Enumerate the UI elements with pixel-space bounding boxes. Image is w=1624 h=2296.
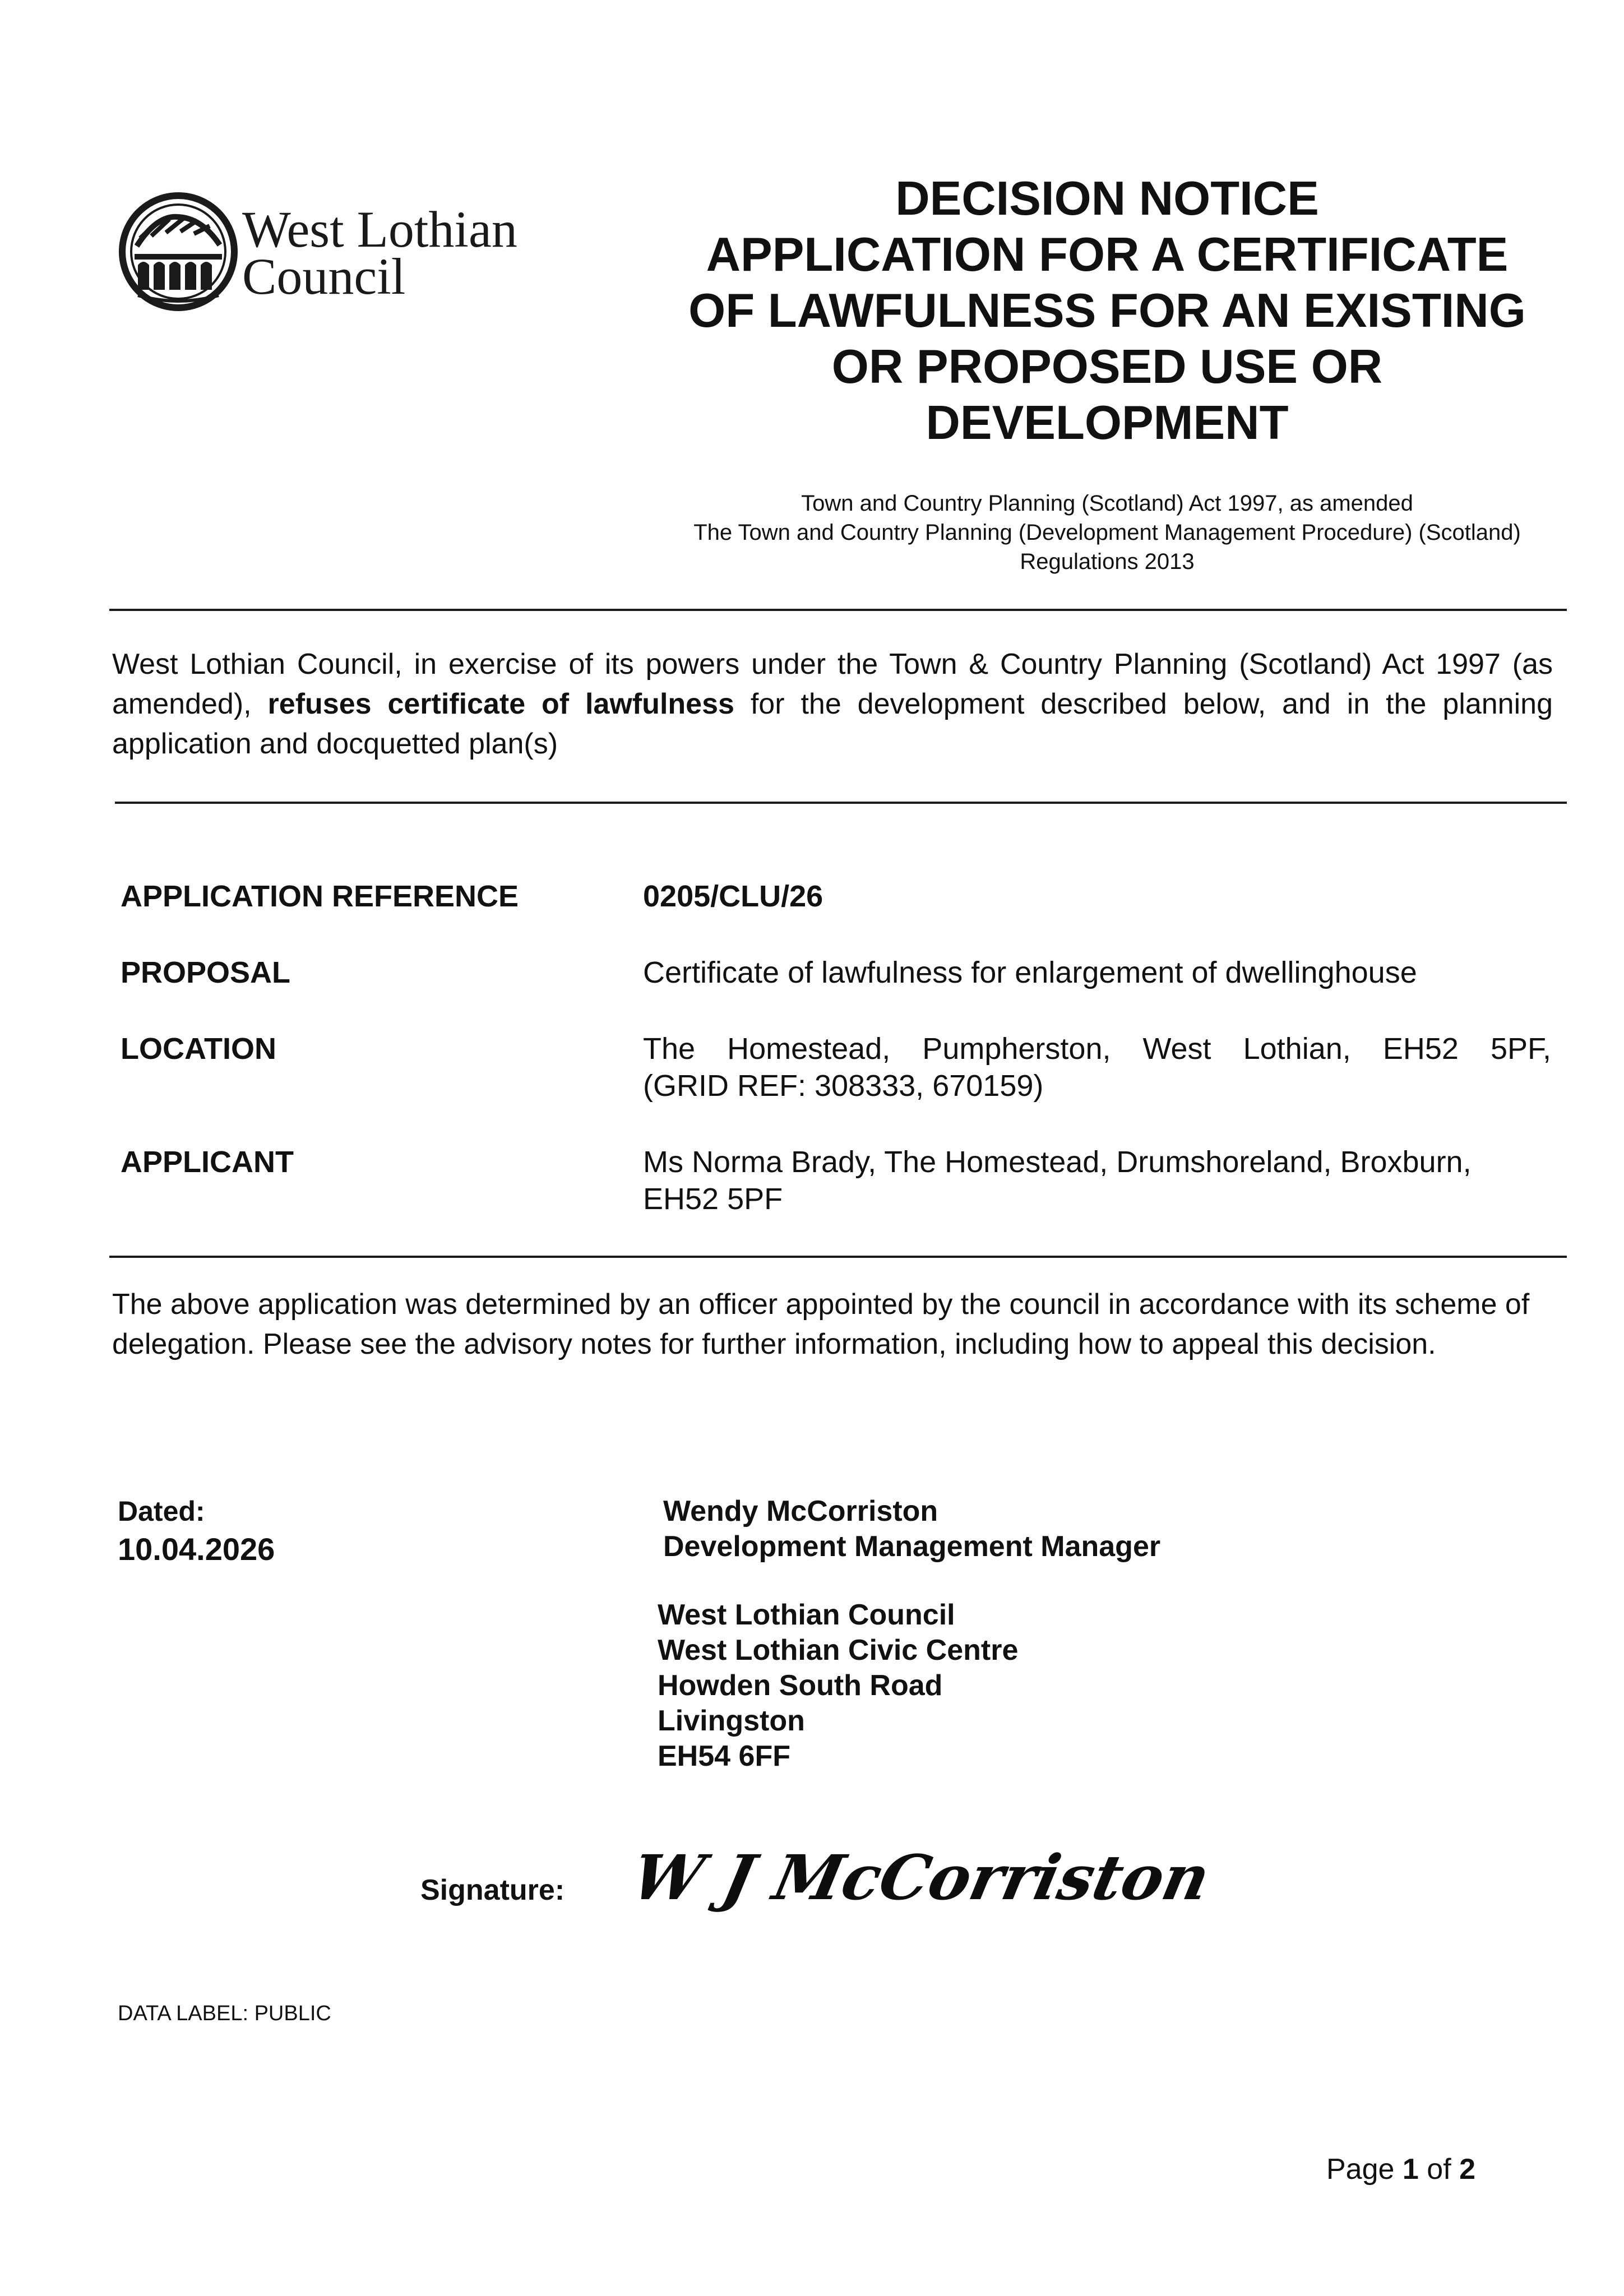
decision-statement-text: West Lothian Council, in exercise of its powers under the Town & Country Planning (Scotland) Act 1997 (as amended),	[112, 648, 1553, 720]
council-logo	[118, 188, 566, 317]
address-line: West Lothian Civic Centre	[658, 1634, 1019, 1667]
decision-statement	[112, 645, 1553, 764]
divider	[109, 609, 1567, 611]
page-number	[1326, 2151, 1475, 2187]
applicant-line: EH52 5PF	[643, 1182, 783, 1216]
location-line: The Homestead, Pumpherston, West Lothian, EH52 5PF,	[643, 1032, 1551, 1066]
legislation-line: Town and Country Planning (Scotland) Act 1997, as amended	[801, 491, 1413, 516]
address-line: Livingston	[658, 1705, 805, 1737]
page-prefix: Page	[1326, 2153, 1395, 2186]
dated-value: 10.04.2026	[118, 1531, 275, 1567]
applicant-label: APPLICANT	[121, 1145, 294, 1179]
reference-value: 0205/CLU/26	[643, 879, 823, 913]
page-current: 1	[1402, 2153, 1419, 2186]
west-lothian-council-crest-icon	[118, 191, 239, 312]
reference-label: APPLICATION REFERENCE	[121, 879, 519, 913]
officer-title: Development Management Manager	[663, 1530, 1161, 1563]
title-line: OF LAWFULNESS FOR AN EXISTING	[688, 284, 1526, 337]
title-line: APPLICATION FOR A CERTIFICATE	[706, 228, 1509, 281]
decision-outcome: refuses certificate of lawfulness	[267, 688, 734, 720]
applicant-line: Ms Norma Brady, The Homestead, Drumshoreland, Broxburn,	[643, 1145, 1472, 1179]
legislation-line: Regulations 2013	[1020, 549, 1195, 574]
location-value	[643, 1030, 1551, 1104]
dated-label: Dated:	[118, 1496, 205, 1527]
address-line: Howden South Road	[658, 1669, 943, 1702]
handwritten-signature: W J McCorriston	[626, 1841, 1216, 1914]
document-title	[633, 171, 1581, 451]
determination-note: The above application was determined by an officer appointed by the council in accordance with its scheme of delegation. Please see the advisory notes for further information, including how to appeal this decision.	[112, 1288, 1530, 1360]
proposal-value: Certificate of lawfulness for enlargement of dwellinghouse	[643, 956, 1417, 989]
officer-name: Wendy McCorriston	[663, 1495, 938, 1527]
title-line: DEVELOPMENT	[926, 396, 1289, 450]
address-line: EH54 6FF	[658, 1740, 790, 1772]
signature-label: Signature:	[420, 1874, 565, 1906]
decision-statement-text: for the development described below, and in the planning application and docquetted plan(s)	[112, 688, 1553, 760]
divider	[115, 802, 1567, 804]
proposal-label: PROPOSAL	[121, 956, 291, 989]
council-address	[658, 1598, 1018, 1774]
title-line: DECISION NOTICE	[895, 172, 1319, 225]
legislation-line: The Town and Country Planning (Development Management Procedure) (Scotland)	[693, 520, 1521, 545]
divider	[109, 1256, 1567, 1258]
title-line: OR PROPOSED USE OR	[831, 340, 1383, 394]
location-line: (GRID REF: 308333, 670159)	[643, 1069, 1044, 1103]
applicant-value	[643, 1144, 1551, 1218]
page-separator: of	[1427, 2153, 1451, 2186]
location-label: LOCATION	[121, 1032, 276, 1066]
logo-text-line2: Council	[242, 248, 406, 305]
logo-text-line1: West Lothian	[242, 201, 517, 258]
address-line: West Lothian Council	[658, 1599, 955, 1631]
data-classification-label: DATA LABEL: PUBLIC	[118, 2002, 331, 2025]
legislation-reference	[633, 489, 1581, 576]
page-total: 2	[1459, 2153, 1476, 2186]
officer-block	[663, 1494, 1160, 1564]
